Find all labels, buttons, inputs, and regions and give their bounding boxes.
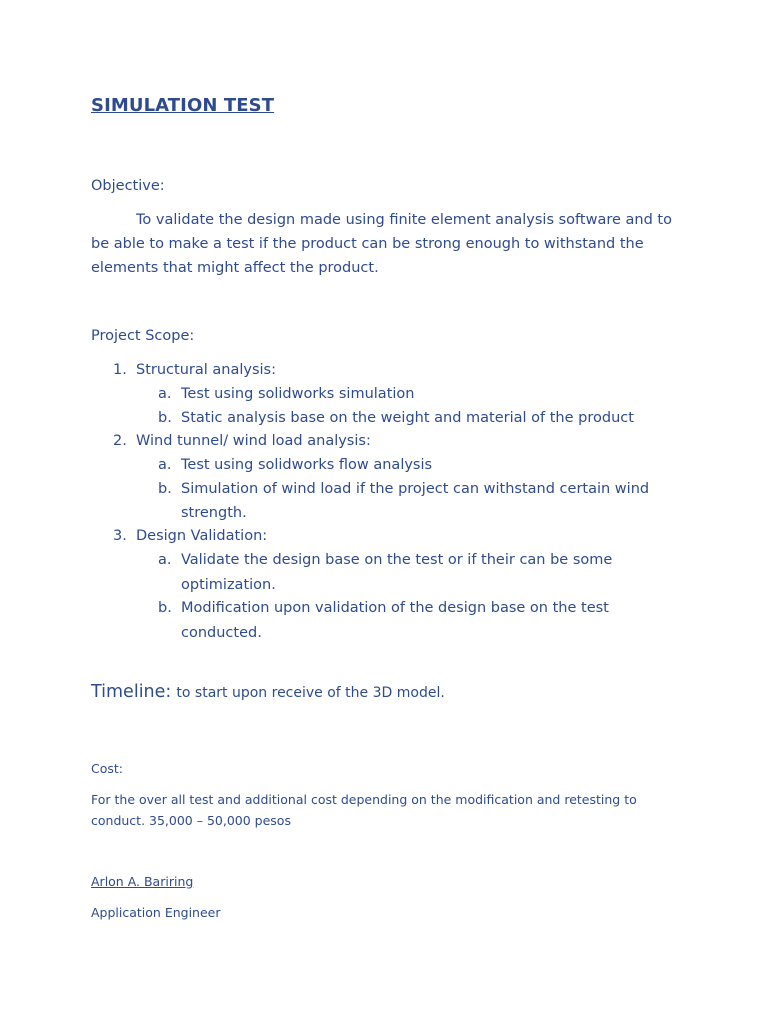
cost-label: Cost: (91, 761, 124, 776)
sub-list-text: conducted. (181, 625, 262, 641)
objective-line: To validate the design made using finite element analysis software and to (136, 212, 672, 228)
sub-list-text: optimization. (181, 577, 276, 593)
objective-line: be able to make a test if the product can be strong enough to withstand the (91, 236, 644, 252)
sub-list-text: Modification upon validation of the design base on the test (181, 600, 609, 616)
list-item-label: Structural analysis: (136, 362, 276, 378)
signature-name: Arlon A. Bariring (91, 874, 194, 889)
sub-list-letter: b. (158, 410, 172, 426)
timeline-line (91, 682, 445, 702)
objective-line: elements that might affect the product. (91, 260, 379, 276)
cost-line: conduct. 35,000 – 50,000 pesos (91, 813, 291, 828)
sub-list-text: Test using solidworks simulation (181, 386, 415, 402)
list-number: 1. (113, 362, 127, 378)
sub-list-letter: a. (158, 552, 172, 568)
sub-list-text: Static analysis base on the weight and material of the product (181, 410, 634, 426)
list-number: 2. (113, 433, 127, 449)
sub-list-text: Simulation of wind load if the project can withstand certain wind (181, 481, 650, 497)
cost-line: For the over all test and additional cost depending on the modification and retesting to (91, 792, 637, 807)
document-title: SIMULATION TEST (91, 95, 275, 116)
sub-list-letter: b. (158, 600, 172, 616)
objective-label: Objective: (91, 178, 165, 194)
list-number: 3. (113, 528, 127, 544)
sub-list-letter: a. (158, 386, 172, 402)
sub-list-text: Test using solidworks flow analysis (181, 457, 433, 473)
timeline-label: Timeline: (91, 682, 172, 702)
list-item-label: Design Validation: (136, 528, 268, 544)
timeline-text: to start upon receive of the 3D model. (176, 685, 445, 701)
list-item-label: Wind tunnel/ wind load analysis: (136, 433, 371, 449)
sub-list-letter: b. (158, 481, 172, 497)
sub-list-letter: a. (158, 457, 172, 473)
sub-list-text: strength. (181, 505, 247, 521)
project-scope-label: Project Scope: (91, 328, 195, 344)
sub-list-text: Validate the design base on the test or if their can be some (181, 552, 613, 568)
signature-title: Application Engineer (91, 905, 221, 920)
